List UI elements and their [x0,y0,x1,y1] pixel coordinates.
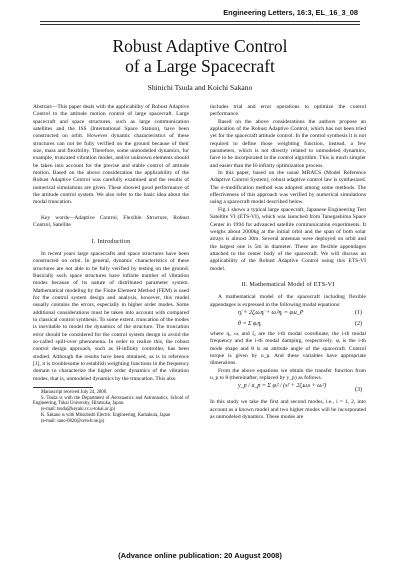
paragraph-5: A mathematical model of the spacecraft including flexible appendages is expressed in the following modal equations: [210,294,366,308]
equation-3-body: y_p / u_p = Σ φᵢ² / (s² + 2ζᵢωᵢs + ωᵢ²) [238,383,327,390]
authors: Shinichi Tsuda and Koichi Sakano [147,83,253,92]
footnote-author-1: S. Tsuda is with the Department of Aeronautics and Astronautics, School of Engineering, Tokai University, Hiratsuka, Japan. [33,395,189,407]
footnote-email-2: (e-mail: sano-0820@crewb.ne.jp) [41,418,105,424]
paragraph-6: where ηᵢ, ωᵢ and ζᵢ are the i-th modal coordinate, the i-th modal frequency and the i-th modal damping, respectively. φᵢ is the i-th mode shape and θ is an attitude angle of the spacecraft. Control torque is given by u_p. And these variables have appropriate dimensions. [210,330,366,367]
equation-2-body: θ = Σ φᵢηᵢ [238,320,262,327]
left-column [33,104,189,424]
paper-title [0,36,400,76]
footnotes [33,390,189,424]
paragraph-7: From the above equations we obtain the transfer function from u_p to θ (thereinafter, replaced by y_p) as follows. [210,367,366,381]
equation-3 [210,382,366,399]
equation-2-number: (2) [355,320,362,327]
equation-1 [210,309,366,320]
paragraph-1: includes trial and error operations to optimize the control performance. [210,104,366,118]
abstract: Abstract—This paper deals with the applicability of Robust Adaptive Control to the attitude motion control of large spacecraft. Large spacecraft and space structures, such as large communication satellites and the ISS (International Space Station), have been constructed on orbit. However dynamic characteristics of these structures can not be fully verified on the ground because of their size, mass and flexibility. Therefore, some unmodelled dynamics, for example, truncated vibration modes, and/or unknown elements should be taken into account for the precise and stable control of attitude motion. Based on the above consideration the applicability of the Robust Adaptive Control was carefully examined and the results of numerical simulations are given. These showed good performance of the attitude control system. We also refer to the basic idea about the modal truncation. [33,104,189,206]
keywords: Key words—Adaptive Control, Flexible Structure, Robust Control, Satellite [33,214,189,229]
section-heading-introduction: I. Introduction [91,237,131,245]
header-rule-top [40,21,360,22]
equation-1-number: (1) [355,309,362,316]
footnote-email-1: (e-mail: tsuda@keyaki.cc.u-tokai.ac.jp) [41,407,116,413]
footnote-received: Manuscript received July 24, 2008. [41,390,108,396]
equation-1-body: η̈ᵢ + 2ζᵢωᵢη̇ᵢ + ωᵢ²ηᵢ = φᵢu_P [238,309,304,316]
paragraph-8: In this study we take the first and second modes, i.e., i = 1, 2, into account as a known model and two higher modes will be incorporated as unmodeled dynamics. These modes are [210,399,366,421]
journal-header: Engineering Letters, 16:3, EL_16_3_08 [223,8,358,17]
paragraph-3: In this paper, based on the usual MRACS (Model Reference Adaptive Control System), robust adaptive control law is synthesized. The σ-modification method was adopted among some methods. The effectiveness of this approach was verified by numerical simulations using a spacecraft model described below. [210,170,366,206]
title-line-1: Robust Adaptive Control [112,36,288,56]
equation-2 [210,320,366,331]
equation-3-number: (3) [355,387,362,394]
footnote-rule [33,387,93,388]
header-rule-bottom [40,24,360,25]
right-column [210,104,366,421]
section-heading-model: II. Mathematical Model of ETS-VI [241,280,335,288]
paragraph-2: Based on the above considerations the authors propose an application of the Robust Adaptive Control, which has not been tried yet for the spacecraft attitude control. In the control synthesis it is not required to define those weighting function, instead, a few parameters, which is not directly related to unmodeled dynamics, have to be incorporated in the control algorithm. This is much simpler and easier than the H-infinity optimization process. [210,118,366,169]
title-line-2: of a Large Spacecraft [125,56,275,76]
paragraph-4: Fig.1 shows a typical large spacecraft, Japanese Engineering Test Satellite VI (ETS-VI), which was launched from Tanegashima Space Center in 1994 for advanced satellite communication experiments. It weighs about 2000kg at the initial orbit and the span of both solar arrays is almost 30m. Several antennas were deployed on orbit and the largest one is 5m in diameter. These are flexible appendages attached to the center body of the spacecraft. We will discuss an applicability of the Robust Adaptive Control using this ETS-VI model. [210,206,366,272]
footnote-author-2: K. Sakano is with Mitsubishi Electric Engineering, Kamakura, Japan [41,412,171,418]
introduction-text: In recent years large spacecrafts and space structures have been constructed on orbit. In general, dynamic characteristics of these structures are not able to be fully verified by testing on the ground. Basically such space structures have infinite number of vibration modes because of its nature of distributed parameter system. Mathematical modeling by the Finite Element Method (FEM) is used for the control system design and analysis, however, this model usually contains the errors, especially in higher order modes. Some additional considerations must be taken into account with compared to classical control synthesis. To some extent, truncation of the modes is inevitable to model the dynamics of the structure. The truncation error should be considered for the control system design to avoid the so-called spill-over phenomena. In order to realize this, the robust control design approach, such as H-infinity controller, has been studied. Although the results have been obtained, as is in reference [1], it is troublesome to establish weighting functions in the frequency domain to characterize the higher order dynamics of the vibration modes, that is, unmodeled dynamics by the truncation. This also [33,250,189,382]
publication-footer: (Advance online publication: 20 August 2008) [118,551,282,560]
